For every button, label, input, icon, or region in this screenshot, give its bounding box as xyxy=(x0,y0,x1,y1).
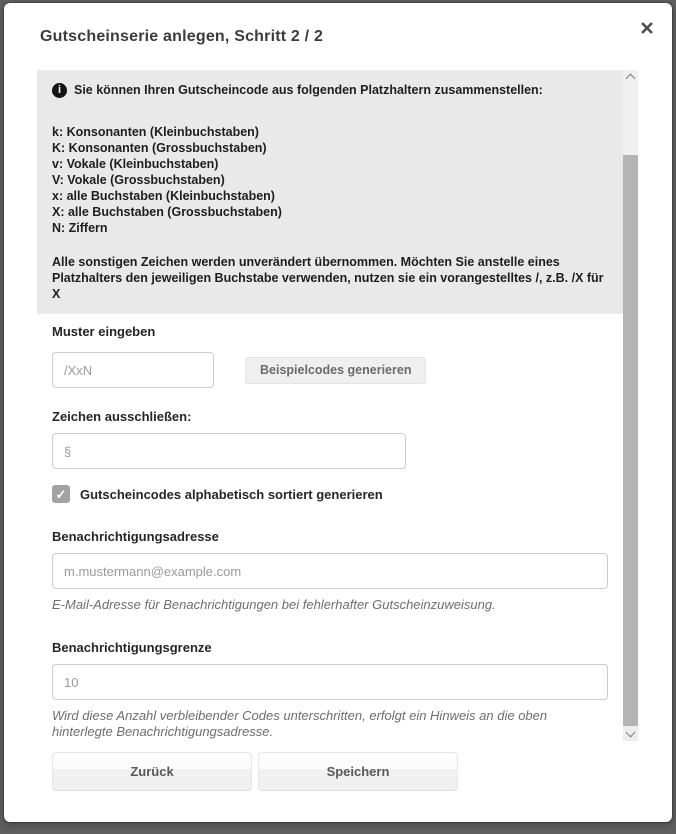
pattern-input[interactable] xyxy=(52,352,214,388)
notify-address-hint: E-Mail-Adresse für Benachrichtigungen bei fehlerhafter Gutscheinzuweisung. xyxy=(52,597,496,612)
notify-limit-label: Benachrichtigungsgrenze xyxy=(52,640,212,655)
placeholder-line: V: Vokale (Grossbuchstaben) xyxy=(52,173,225,187)
chevron-down-icon xyxy=(626,728,636,738)
placeholder-line: v: Vokale (Kleinbuchstaben) xyxy=(52,157,219,171)
save-button[interactable]: Speichern xyxy=(258,752,458,791)
pattern-label: Muster eingeben xyxy=(52,324,156,339)
close-button[interactable] xyxy=(639,20,655,36)
info-box xyxy=(37,70,623,314)
sort-checkbox[interactable] xyxy=(52,485,70,503)
info-note: Alle sonstigen Zeichen werden unverändert übernommen. Möchten Sie anstelle eines Platzhalters den jeweiligen Buchstabe verwenden, nutzen sie ein vorangestelltes /, z.B. /X für X xyxy=(52,255,604,301)
dialog-title: Gutscheinserie anlegen, Schritt 2 / 2 xyxy=(40,28,324,45)
info-intro: Sie können Ihren Gutscheincode aus folgenden Platzhaltern zusammenstellen: xyxy=(74,83,543,97)
scroll-down-button[interactable] xyxy=(623,726,638,741)
exclude-input[interactable] xyxy=(52,433,406,469)
info-icon: i xyxy=(52,83,67,98)
placeholder-line: k: Konsonanten (Kleinbuchstaben) xyxy=(52,125,259,139)
notify-address-input[interactable] xyxy=(52,553,608,589)
generate-codes-button[interactable]: Beispielcodes generieren xyxy=(245,357,426,384)
sort-checkbox-label: Gutscheincodes alphabetisch sortiert generieren xyxy=(80,486,383,502)
dialog-body xyxy=(37,70,623,740)
checkmark-icon: ✓ xyxy=(55,486,67,502)
placeholder-line: x: alle Buchstaben (Kleinbuchstaben) xyxy=(52,189,275,203)
placeholder-line: N: Ziffern xyxy=(52,221,108,235)
notify-address-label: Benachrichtigungsadresse xyxy=(52,529,219,544)
back-button[interactable]: Zurück xyxy=(52,752,252,791)
scroll-up-button[interactable] xyxy=(623,70,638,85)
placeholder-line: K: Konsonanten (Grossbuchstaben) xyxy=(52,141,267,155)
scrollbar-thumb[interactable] xyxy=(623,155,638,726)
scrollbar[interactable] xyxy=(623,70,638,741)
placeholder-line: X: alle Buchstaben (Grossbuchstaben) xyxy=(52,205,282,219)
notify-limit-hint: Wird diese Anzahl verbleibender Codes unterschritten, erfolgt ein Hinweis an die oben hinterlegte Benachrichtigungsadresse. xyxy=(52,708,548,739)
placeholder-list xyxy=(52,124,608,236)
close-icon xyxy=(639,23,655,40)
dialog-footer xyxy=(52,752,458,791)
chevron-up-icon xyxy=(626,74,636,84)
notify-limit-input[interactable] xyxy=(52,664,608,700)
voucher-series-dialog xyxy=(4,3,672,822)
exclude-label: Zeichen ausschließen: xyxy=(52,409,192,424)
